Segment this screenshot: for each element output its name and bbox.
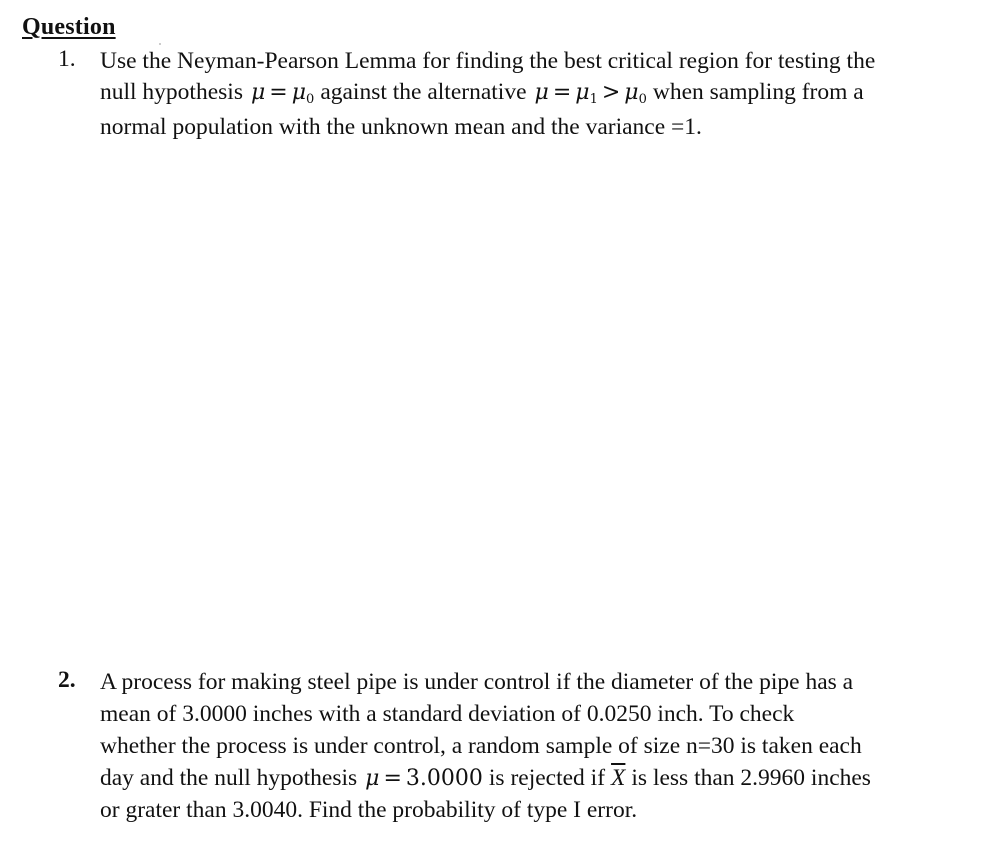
sample-mean-symbol: $\overline{X}$ bbox=[611, 765, 626, 791]
scan-speck bbox=[159, 43, 161, 45]
question-heading: Question bbox=[22, 14, 116, 40]
alternative-text: against the alternative bbox=[320, 79, 527, 105]
null-hypothesis-formula-2: μ = 3.0000 bbox=[365, 766, 483, 791]
question-1 bbox=[58, 46, 958, 147]
question-2-line-3: whether the process is under control, a random sample of size n=30 is taken each bbox=[100, 733, 862, 759]
question-2-line-5: or grater than 3.0040. Find the probability of type I error. bbox=[100, 797, 638, 823]
null-hypothesis-text-2: day and the null hypothesis bbox=[100, 765, 358, 791]
question-2 bbox=[58, 667, 958, 827]
question-1-line-3: normal population with the unknown mean and the variance =1. bbox=[100, 114, 702, 140]
question-2-line-2: mean of 3.0000 inches with a standard deviation of 0.0250 inch. To check bbox=[100, 701, 795, 727]
question-1-number: 1. bbox=[58, 46, 76, 72]
rejection-text: is rejected if bbox=[488, 765, 606, 791]
question-2-number: 2. bbox=[58, 667, 76, 693]
sampling-text: when sampling from a bbox=[652, 79, 864, 105]
null-hypothesis-text: null hypothesis bbox=[100, 79, 243, 105]
null-hypothesis-formula: $\mu = \mu_0$ bbox=[250, 80, 315, 107]
alternative-formula: $\mu = \mu_1 > \mu_0$ bbox=[534, 80, 647, 107]
question-2-line-1: A process for making steel pipe is under control if the diameter of the pipe has a bbox=[100, 669, 854, 695]
question-1-line-1: Use the Neyman-Pearson Lemma for finding the best critical region for testing the bbox=[100, 48, 876, 74]
question-2-line-4 bbox=[100, 763, 1000, 795]
question-1-line-2 bbox=[100, 77, 1000, 112]
threshold-text: is less than 2.9960 inches bbox=[631, 765, 871, 791]
